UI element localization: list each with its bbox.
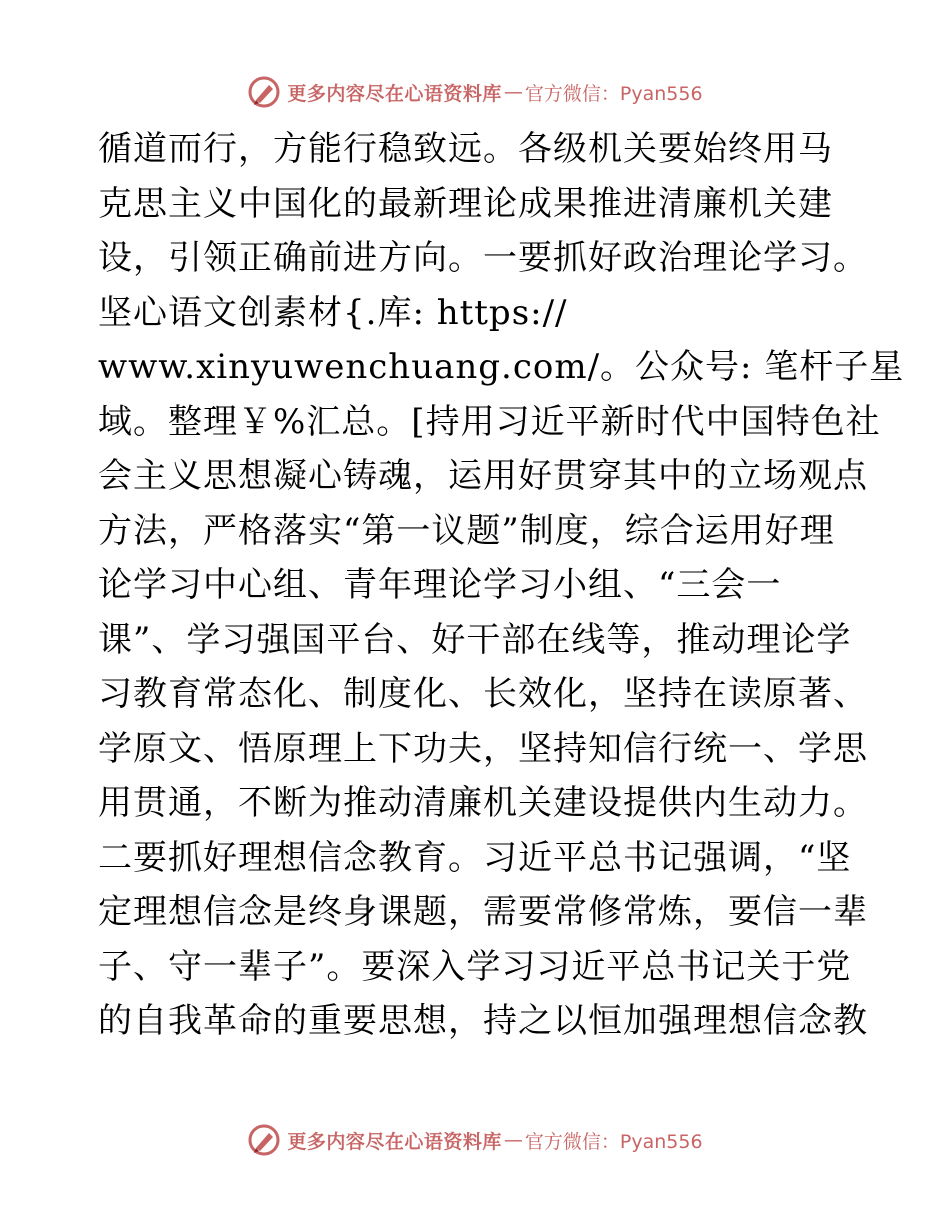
header-watermark [0, 72, 950, 112]
text-line: 用贯通，不断为推动清廉机关建设提供内生动力。 [98, 783, 868, 823]
text-line: 方法，严格落实“第一议题”制度，综合运用好理 [98, 510, 835, 551]
footer-watermark-sub: 官方微信：Pyan556 [524, 1130, 703, 1153]
header-watermark-main: 更多内容尽在心语资料库 [287, 82, 502, 105]
header-watermark-sep: — [503, 81, 523, 103]
footer-watermark-sep: — [503, 1129, 523, 1151]
text-line: 坚心语文创素材{.库: https:// [98, 292, 568, 333]
text-line: 习教育常态化、制度化、长效化，坚持在读原著、 [98, 674, 868, 714]
header-watermark-sub: 官方微信：Pyan556 [524, 82, 703, 105]
text-line: 论学习中心组、青年理论学习小组、“三会一 [98, 565, 782, 605]
document-body [98, 122, 905, 1049]
text-line: 域。整理￥%汇总。[持用习近平新时代中国特色社 [98, 401, 881, 442]
text-line: 会主义思想凝心铸魂，运用好贯穿其中的立场观点 [98, 456, 868, 496]
text-line: 二要抓好理想信念教育。习近平总书记强调，“坚 [98, 837, 852, 878]
text-line: 设，引领正确前进方向。一要抓好政治理论学习。 [98, 238, 868, 278]
text-line: 学原文、悟原理上下功夫，坚持知信行统一、学思 [98, 728, 868, 769]
text-line: 的自我革命的重要思想，持之以恒加强理想信念教 [98, 1001, 868, 1041]
footer-watermark [0, 1120, 950, 1160]
text-line: 定理想信念是终身课题，需要常修常炼，要信一辈 [98, 892, 868, 932]
pen-logo-icon [247, 75, 281, 109]
text-line: 课”、学习强国平台、好干部在线等，推动理论学 [98, 619, 852, 660]
footer-watermark-main: 更多内容尽在心语资料库 [287, 1130, 502, 1153]
text-line: 子、守一辈子”。要深入学习习近平总书记关于党 [98, 946, 852, 987]
pen-logo-icon [247, 1123, 281, 1157]
text-line: 克思主义中国化的最新理论成果推进清廉机关建 [98, 183, 833, 224]
text-line: 循道而行，方能行稳致远。各级机关要始终用马 [98, 129, 833, 169]
text-line: www.xinyuwenchuang.com/。公众号: 笔杆子星 [98, 347, 905, 387]
